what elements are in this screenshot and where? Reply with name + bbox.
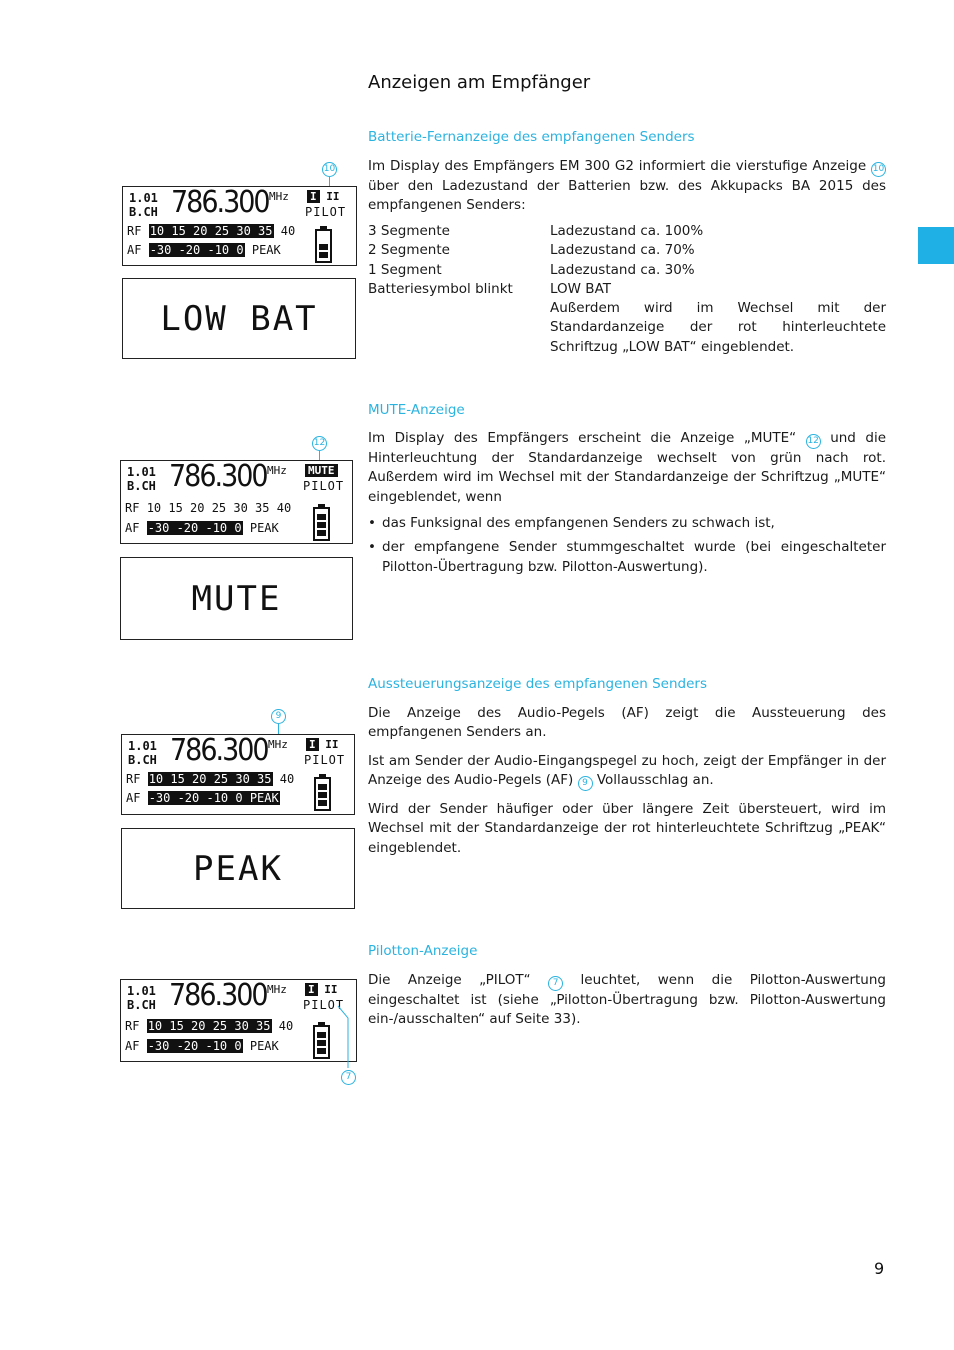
battery-segment (318, 792, 327, 798)
lcd-rf-label: RF (125, 501, 140, 515)
mute-intro-a: Im Display des Empfängers erscheint die Anzeige „MUTE“ (368, 430, 797, 446)
lcd-display-mute (120, 460, 353, 544)
lcd-pilot: PILOT (303, 998, 345, 1012)
lcd-diversity-b: II (324, 983, 338, 996)
battery-segment (317, 1032, 326, 1038)
lcd-bank: B.CH (129, 205, 158, 219)
lcd-message: MUTE (191, 578, 282, 619)
lcd-channel: 1.01 (127, 465, 156, 479)
lcd-diversity-b: II (325, 738, 339, 751)
lcd-rf-label: RF (127, 224, 142, 238)
lcd-rf-end: 40 (279, 772, 295, 786)
lcd-rf-scale: 10 15 20 25 30 35 (146, 501, 270, 515)
table-row (368, 261, 886, 280)
lcd-diversity-a: I (307, 190, 320, 203)
lcd-diversity-a: I (306, 738, 319, 751)
lcd-pilot: PILOT (304, 753, 346, 767)
lcd-peak: PEAK (249, 1039, 279, 1053)
lcd-rf-row (125, 501, 291, 515)
battery-table (368, 222, 886, 357)
callout-10: 10 (322, 162, 337, 177)
lcd-af-label: AF (127, 243, 142, 257)
lcd-message: LOW BAT (160, 298, 318, 339)
lcd-rf-scale: 10 15 20 25 30 35 (147, 1019, 271, 1033)
chapter-tab (918, 227, 954, 264)
ref-circle-10: 10 (871, 162, 886, 177)
ref-circle-12: 12 (806, 434, 821, 449)
battery-label: 1 Segment (368, 261, 442, 278)
af-p3: Wird der Sender häufiger oder über längere Zeit übersteuert, wird im Wechsel mit der Standardanzeige der rot hinterleuchtete Schriftzug „PEAK“ eingeblendet. (368, 801, 886, 856)
message-box-mute (120, 557, 353, 640)
battery-segment (319, 244, 328, 250)
lcd-rf-row (126, 772, 294, 786)
message-box-peak (121, 828, 355, 909)
af-p1: Die Anzeige des Audio-Pegels (AF) zeigt die Aussteuerung des empfangenen Senders an. (368, 705, 886, 741)
list-item: • der empfangene Sender stummgeschaltet wurde (bei eingeschalteter Pilotton-Übertragung bzw. Pilotton-Auswertung). (368, 538, 886, 577)
battery-segment (318, 784, 327, 790)
lcd-rf-row (127, 224, 295, 238)
table-row (368, 280, 886, 357)
af-p2 (368, 752, 886, 791)
lcd-peak: PEAK (251, 243, 281, 257)
battery-segment (318, 800, 327, 806)
lcd-rf-row (125, 1019, 293, 1033)
battery-label: 2 Segmente (368, 242, 450, 259)
battery-heading: Batterie-Fernanzeige des empfangenen Senders (368, 129, 695, 145)
ref-circle-7: 7 (548, 976, 563, 991)
lcd-unit: MHz (267, 464, 287, 477)
lcd-af-row (126, 791, 280, 805)
battery-segment (317, 530, 326, 536)
battery-intro (368, 157, 886, 216)
lcd-channel: 1.01 (129, 191, 158, 205)
af-p2-a: Ist am Sender der Audio-Eingangspegel zu hoch, zeigt der Empfänger in der Anzeige des Audio-Pegels (AF) (368, 753, 886, 789)
battery-value: Ladezustand ca. 100% (550, 223, 704, 239)
table-row (368, 222, 886, 241)
mute-intro-b: und die Hinterleuchtung der Standardanzeige wechselt von grün nach rot. Außerdem wird im Wechsel mit der Standardanzeige der Schriftzug „MUTE“ eingeblendet, wenn (368, 430, 887, 505)
lcd-channel-block (129, 191, 158, 219)
lcd-display-battery (122, 186, 357, 266)
lcd-channel: 1.01 (128, 739, 157, 753)
af-heading: Aussteuerungsanzeige des empfangenen Senders (368, 676, 708, 692)
lcd-af-row (127, 243, 281, 257)
lcd-unit: MHz (269, 190, 289, 203)
lcd-af-label: AF (125, 521, 140, 535)
low-bat-note: Außerdem wird im Wechsel mit der Standardanzeige der rot hinterleuchtete Schriftzug „LOW BAT“ eingeblendet. (550, 300, 886, 355)
battery-segment (317, 1040, 326, 1046)
battery-value: Ladezustand ca. 70% (550, 242, 695, 259)
battery-label: Batteriesymbol blinkt (368, 280, 513, 297)
page-title: Anzeigen am Empfänger (368, 72, 591, 93)
lcd-af-scale: -30 -20 -10 0 (147, 521, 242, 535)
lcd-rf-scale: 10 15 20 25 30 35 (149, 224, 273, 238)
battery-value: Ladezustand ca. 30% (550, 261, 695, 278)
lcd-mute: MUTE (305, 464, 338, 477)
table-row (368, 241, 886, 260)
battery-segment (317, 1048, 326, 1054)
lcd-af-scale-full: -30 -20 -10 0 PEAK (148, 791, 279, 805)
mute-heading: MUTE-Anzeige (368, 402, 465, 418)
lcd-af-label: AF (126, 791, 141, 805)
af-p2-b: Vollausschlag an. (596, 772, 714, 789)
battery-icon (315, 229, 332, 263)
lcd-rf-label: RF (126, 772, 141, 786)
lcd-peak: PEAK (249, 521, 279, 535)
lcd-diversity-a: I (305, 983, 318, 996)
battery-intro-a: Im Display des Empfängers EM 300 G2 informiert die vierstufige Anzeige (368, 158, 867, 174)
lcd-pilot: PILOT (305, 205, 347, 219)
mute-bullet-list (368, 514, 886, 582)
lcd-rf-end: 40 (276, 501, 292, 515)
lcd-af-row (125, 521, 279, 535)
lcd-diversity (305, 983, 338, 996)
lcd-diversity-b: II (326, 190, 340, 203)
lcd-bank: B.CH (127, 479, 156, 493)
leader-line-pilot (330, 1000, 360, 1075)
battery-value (550, 280, 886, 357)
lcd-channel-block (127, 984, 156, 1012)
lcd-rf-end: 40 (280, 224, 296, 238)
lcd-channel-block (127, 465, 156, 493)
lcd-frequency: 786.300 (171, 185, 269, 220)
list-item: • das Funksignal des empfangenen Senders zu schwach ist, (368, 514, 886, 533)
battery-intro-b: über den Ladezustand der Batterien bzw. des Akkupacks BA 2015 des empfangenen Senders: (368, 178, 886, 214)
battery-segment (317, 522, 326, 528)
message-box-low-bat (122, 278, 356, 359)
lcd-unit: MHz (268, 738, 288, 751)
low-bat-value: LOW BAT (550, 280, 612, 297)
callout-7: 7 (341, 1070, 356, 1085)
lcd-channel: 1.01 (127, 984, 156, 998)
lcd-af-row (125, 1039, 279, 1053)
lcd-unit: MHz (267, 983, 287, 996)
pilot-p1-b: leuchtet, wenn die Pilotton-Auswertung eingeschaltet ist (siehe „Pilotton-Übertragung bzw. Pilotton-Auswertung ein-/ausschalten“ auf Seite 33). (368, 972, 886, 1028)
lcd-mute-indicator (305, 464, 338, 477)
lcd-af-label: AF (125, 1039, 140, 1053)
callout-12: 12 (312, 436, 327, 451)
leader-path (338, 1006, 348, 1068)
lcd-bank: B.CH (127, 998, 156, 1012)
lcd-bank: B.CH (128, 753, 157, 767)
lcd-diversity (307, 190, 340, 203)
lcd-frequency: 786.300 (170, 733, 268, 768)
page-number: 9 (874, 1259, 885, 1278)
lcd-rf-end: 40 (278, 1019, 294, 1033)
lcd-rf-label: RF (125, 1019, 140, 1033)
battery-label: 3 Segmente (368, 223, 450, 239)
lcd-rf-scale: 10 15 20 25 30 35 (148, 772, 272, 786)
ref-circle-9: 9 (578, 776, 593, 791)
lcd-pilot: PILOT (303, 479, 345, 493)
lcd-af-scale: -30 -20 -10 0 (147, 1039, 242, 1053)
battery-icon (313, 1025, 330, 1059)
lcd-frequency: 786.300 (169, 459, 267, 494)
battery-segment (319, 252, 328, 258)
lcd-display-pilot (120, 979, 357, 1062)
lcd-message: PEAK (193, 848, 283, 889)
callout-9: 9 (271, 709, 286, 724)
battery-icon (314, 777, 331, 811)
battery-icon (313, 507, 330, 541)
battery-segment (317, 514, 326, 520)
pilot-heading: Pilotton-Anzeige (368, 943, 478, 959)
lcd-display-af (121, 734, 355, 815)
lcd-channel-block (128, 739, 157, 767)
pilot-p1 (368, 971, 886, 1030)
lcd-frequency: 786.300 (169, 978, 267, 1013)
lcd-af-scale: -30 -20 -10 0 (149, 243, 244, 257)
pilot-p1-a: Die Anzeige „PILOT“ (368, 972, 531, 988)
mute-intro (368, 429, 886, 507)
lcd-diversity (306, 738, 339, 751)
